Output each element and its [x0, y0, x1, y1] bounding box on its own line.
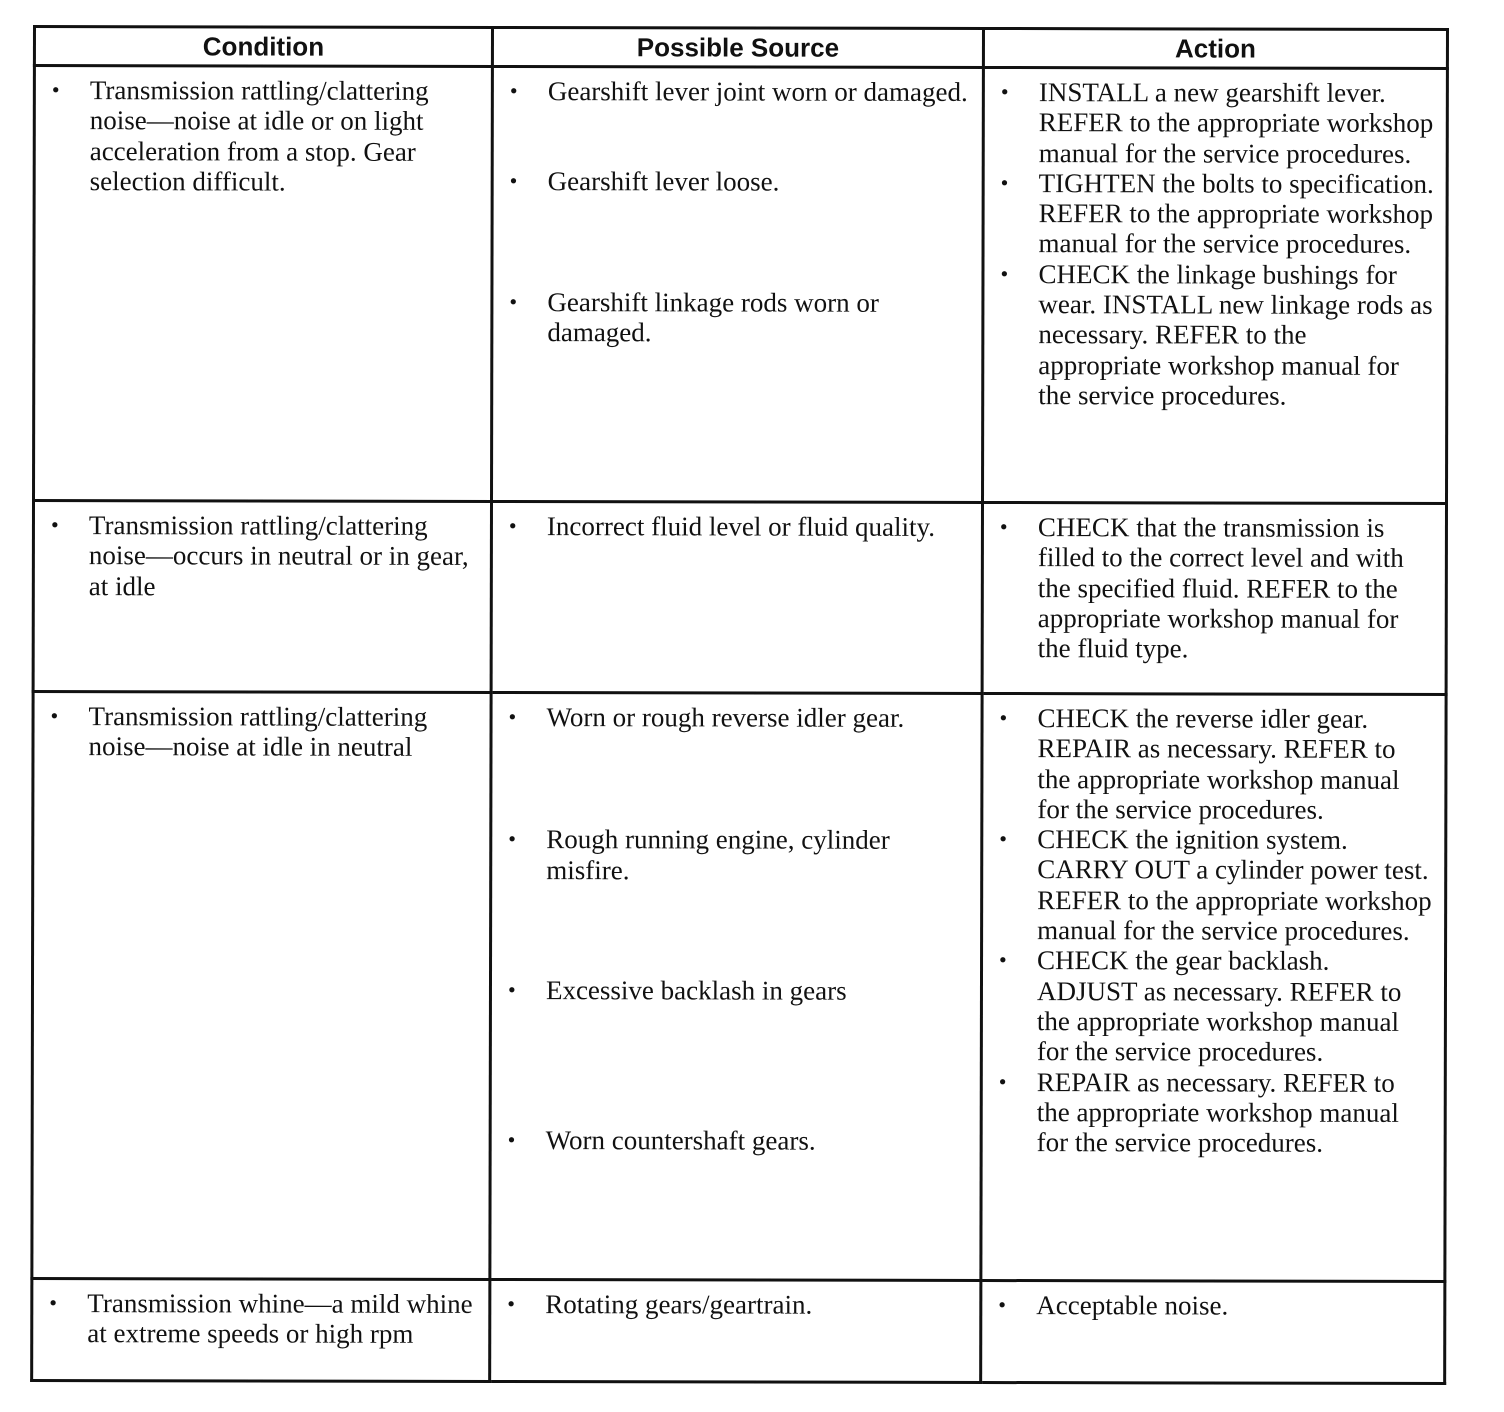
table-row	[34, 66, 1448, 504]
header-action: Action	[983, 28, 1447, 68]
action-item: • TIGHTEN the bolts to specification. REFER to the appropriate workshop manual for the service procedures.	[997, 168, 1436, 260]
action-item: • Acceptable noise.	[994, 1290, 1433, 1321]
diagnosis-table	[30, 25, 1449, 1385]
source-item: • Gearshift linkage rods worn or damaged.	[505, 287, 971, 349]
condition-text: • Transmission rattling/clattering noise—noise at idle in neutral	[46, 701, 479, 763]
action-cell	[981, 693, 1446, 1281]
action-item: • REPAIR as necessary. REFER to the appropriate workshop manual for the service procedures.	[995, 1067, 1434, 1159]
table-row	[32, 1279, 1445, 1384]
header-row	[34, 27, 1447, 69]
source-cell	[492, 66, 984, 502]
source-item: • Worn or rough reverse idler gear.	[505, 702, 971, 733]
condition-cell	[32, 1279, 490, 1382]
source-cell	[491, 501, 982, 693]
action-item: • CHECK that the transmission is filled to the correct level and with the specified fluid. REFER to the appropriate workshop manual for the fluid type.	[996, 512, 1435, 664]
action-item: • INSTALL a new gearshift lever. REFER to the appropriate workshop manual for the service procedures.	[997, 77, 1436, 169]
condition-text: • Transmission rattling/clattering noise—occurs in neutral or in gear, at idle	[47, 510, 480, 602]
source-item: • Worn countershaft gears.	[504, 1125, 970, 1156]
source-item: • Excessive backlash in gears	[504, 975, 970, 1006]
table-row	[33, 501, 1446, 695]
condition-text: • Transmission whine—a mild whine at extreme speeds or high rpm	[45, 1288, 478, 1350]
header-condition: Condition	[34, 27, 492, 67]
action-item: • CHECK the linkage bushings for wear. INSTALL new linkage rods as necessary. REFER to the appropriate workshop manual for the service procedures.	[996, 259, 1435, 411]
action-cell	[981, 1280, 1445, 1383]
source-item: • Incorrect fluid level or fluid quality.	[505, 511, 971, 542]
condition-text: • Transmission rattling/clattering noise—noise at idle or on light acceleration from a stop. Gear selection difficult.	[48, 75, 481, 197]
source-cell	[490, 692, 982, 1280]
action-cell	[983, 67, 1448, 503]
source-cell	[490, 1279, 981, 1382]
source-item: • Gearshift lever loose.	[506, 166, 972, 197]
action-cell	[982, 502, 1446, 694]
action-item: • CHECK the ignition system. CARRY OUT a cylinder power test. REFER to the appropriate workshop manual for the service procedures.	[995, 824, 1434, 946]
condition-cell	[34, 66, 493, 502]
header-possible-source: Possible Source	[492, 27, 983, 67]
table-row	[32, 692, 1446, 1282]
source-item: • Rotating gears/geartrain.	[503, 1289, 969, 1320]
action-item: • CHECK the reverse idler gear. REPAIR as necessary. REFER to the appropriate workshop manual for the service procedures.	[995, 703, 1434, 825]
condition-cell	[32, 692, 491, 1280]
condition-cell	[33, 501, 491, 693]
source-item: • Gearshift lever joint worn or damaged.	[506, 76, 972, 107]
source-item: • Rough running engine, cylinder misfire.	[504, 824, 970, 886]
action-item: • CHECK the gear backlash. ADJUST as necessary. REFER to the appropriate workshop manual for the service procedures.	[995, 945, 1434, 1067]
